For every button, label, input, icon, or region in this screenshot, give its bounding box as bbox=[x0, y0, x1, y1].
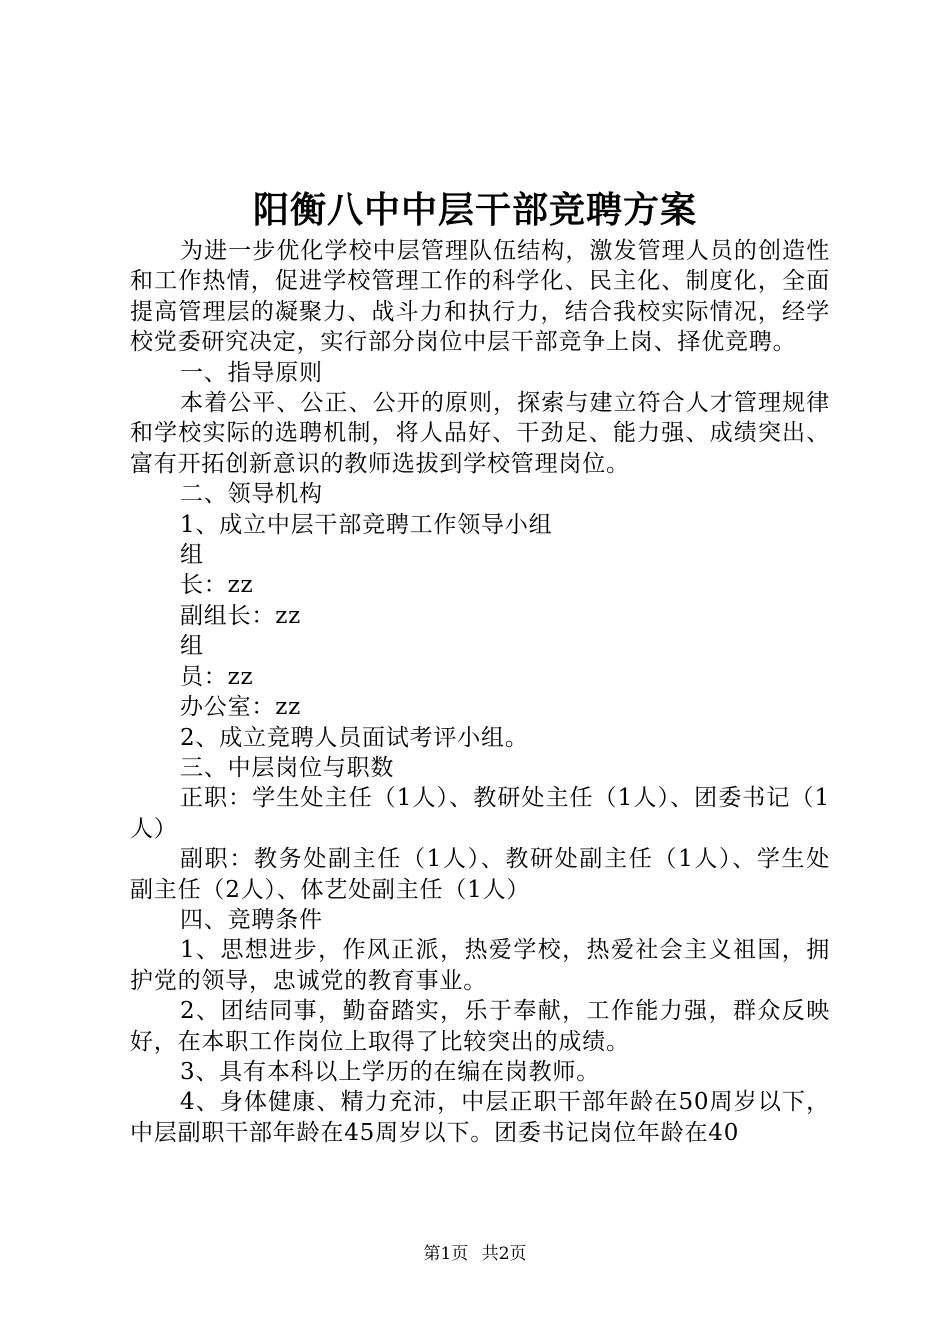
leader-label-line-1: 组 bbox=[180, 542, 204, 569]
office-line: 办公室：zz bbox=[180, 694, 302, 721]
page-number: 第1页 bbox=[423, 1244, 469, 1264]
condition-item-4: 4、身体健康、精力充沛，中层正职干部年龄在50周岁以下，中层副职干部年龄在45周岁以下。团委书记岗位年龄在40 bbox=[130, 1089, 830, 1146]
leadership-item-2: 2、成立竞聘人员面试考评小组。 bbox=[180, 724, 529, 751]
deputy-leader-line: 副组长：zz bbox=[180, 602, 302, 629]
page-total: 共2页 bbox=[481, 1244, 527, 1264]
condition-item-2: 2、团结同事，勤奋踏实，乐于奉献，工作能力强，群众反映好，在本职工作岗位上取得了比较突出的成绩。 bbox=[130, 998, 830, 1055]
section-heading-positions: 三、中层岗位与职数 bbox=[180, 754, 395, 781]
positions-principal: 正职：学生处主任（1人）、教研处主任（1人）、团委书记（1人） bbox=[130, 785, 830, 842]
page-footer bbox=[0, 1242, 950, 1266]
intro-paragraph: 为进一步优化学校中层管理队伍结构，激发管理人员的创造性和工作热情，促进学校管理工作的科学化、民主化、制度化，全面提高管理层的凝聚力、战斗力和执行力，结合我校实际情况，经学校党委研究决定，实行部分岗位中层干部竞争上岗、择优竞聘。 bbox=[130, 238, 830, 356]
condition-item-1: 1、思想进步，作风正派，热爱学校，热爱社会主义祖国，拥护党的领导，忠诚党的教育事业。 bbox=[130, 937, 830, 994]
section-heading-leadership: 二、领导机构 bbox=[180, 481, 323, 508]
leadership-item-1: 1、成立中层干部竞聘工作领导小组 bbox=[180, 511, 553, 538]
positions-deputy: 副职：教务处副主任（1人）、教研处副主任（1人）、学生处副主任（2人）、体艺处副主任（1人） bbox=[130, 846, 830, 903]
member-label-line-1: 组 bbox=[180, 633, 204, 660]
condition-item-3: 3、具有本科以上学历的在编在岗教师。 bbox=[180, 1058, 601, 1085]
leader-label-line-2: 长：zz bbox=[180, 572, 254, 599]
section-heading-principles: 一、指导原则 bbox=[180, 359, 323, 386]
document-body bbox=[130, 236, 830, 1148]
member-label-line-2: 员：zz bbox=[180, 663, 254, 690]
principles-paragraph: 本着公平、公正、公开的原则，探索与建立符合人才管理规律和学校实际的选聘机制，将人品好、干劲足、能力强、成绩突出、富有开拓创新意识的教师选拔到学校管理岗位。 bbox=[130, 390, 830, 477]
document-title: 阳衡八中中层干部竞聘方案 bbox=[252, 189, 697, 231]
section-heading-conditions: 四、竞聘条件 bbox=[180, 906, 323, 933]
